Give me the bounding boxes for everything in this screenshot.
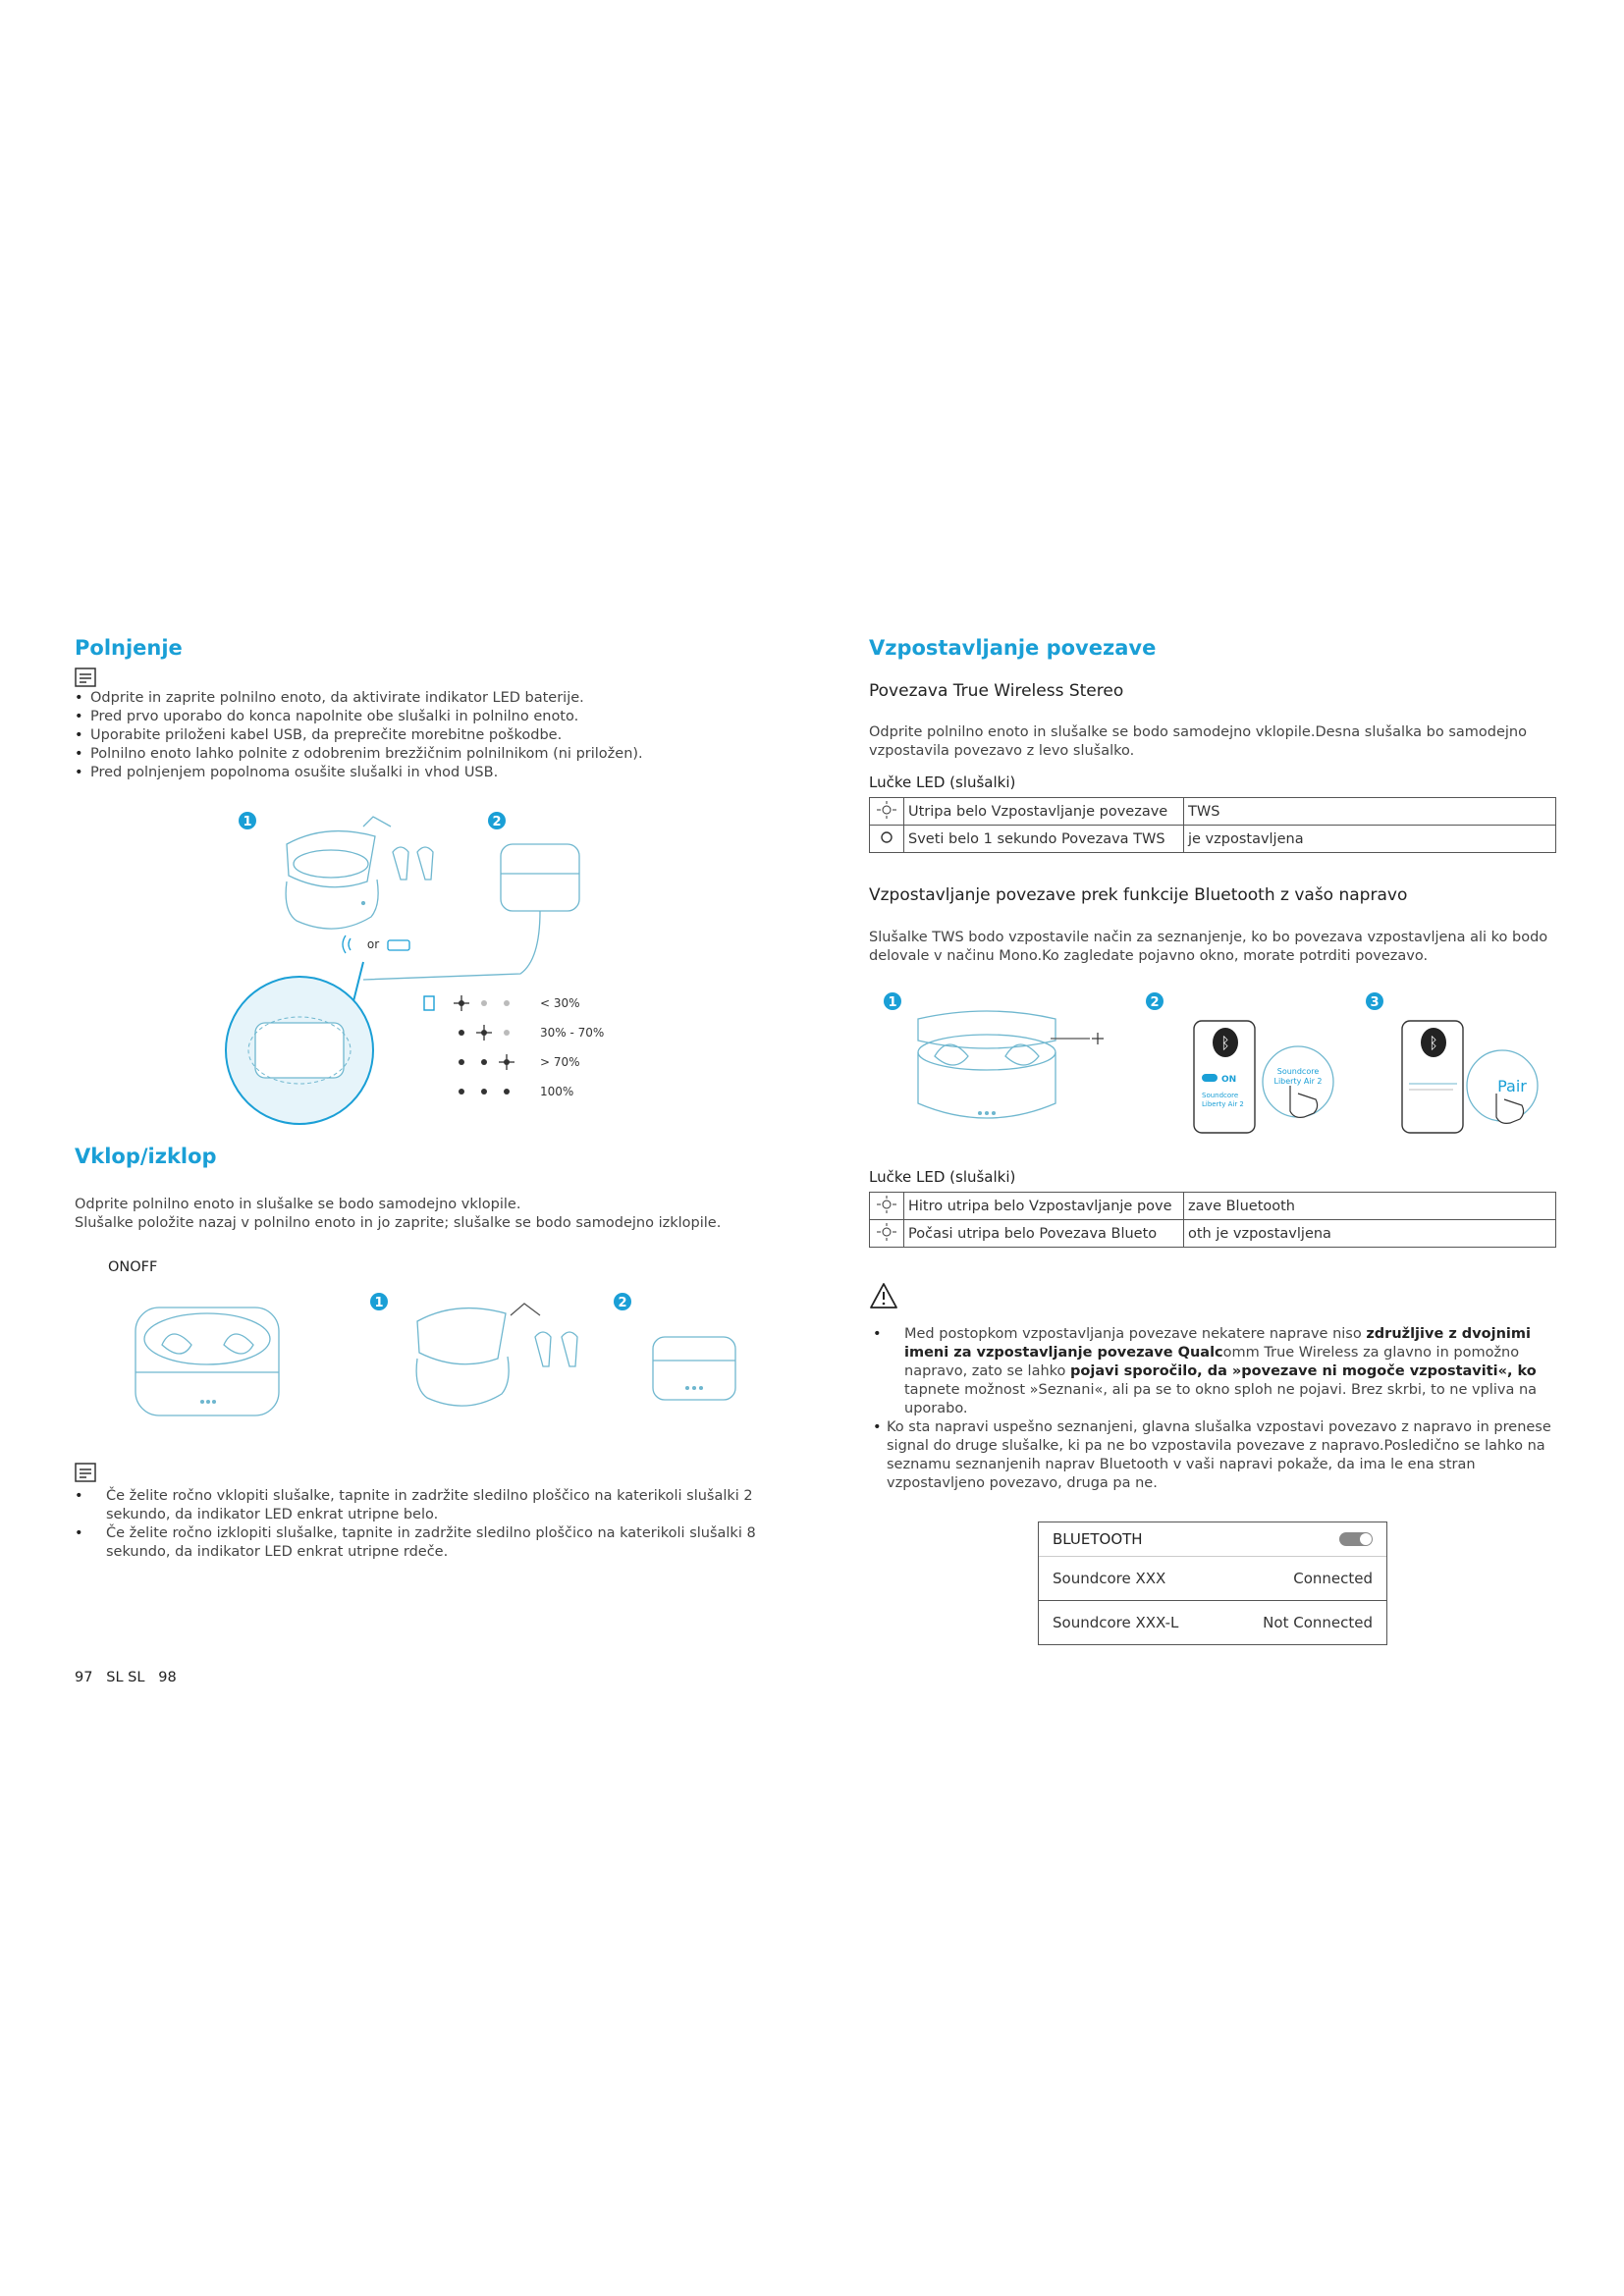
flash-led-icon — [870, 1220, 904, 1248]
flash-led-icon — [1092, 1033, 1104, 1044]
device-status: Connected — [1293, 1570, 1373, 1587]
list-item: • Uporabite priloženi kabel USB, da preprečite morebitne poškodbe. — [71, 726, 758, 745]
bluetooth-settings-panel — [1038, 1522, 1387, 1645]
table-cell: Sveti belo 1 sekundo Povezava TWS — [904, 826, 1184, 853]
flash-led-icon — [870, 798, 904, 826]
svg-text:30% - 70%: 30% - 70% — [540, 1026, 605, 1040]
svg-text:1: 1 — [888, 995, 897, 1010]
bluetooth-para: Slušalke TWS bodo vzpostavile način za seznanjenje, ko bo povezava vzpostavljena ali ko bodo delovale v načinu Mono.Ko zagledate pojavno okno, morate potrditi povezavo. — [869, 930, 1548, 964]
bluetooth-header — [1039, 1522, 1386, 1557]
table-cell: Počasi utripa belo Povezava Blueto — [904, 1220, 1184, 1248]
note-icon — [75, 667, 96, 687]
phone-bluetooth-on — [1194, 1021, 1333, 1133]
battery-indicator-closeup — [226, 962, 373, 1124]
svg-text:1: 1 — [374, 1296, 384, 1310]
battery-level-legend — [424, 995, 604, 1098]
table-cell: zave Bluetooth — [1184, 1193, 1556, 1220]
list-item: • Ko sta napravi uspešno seznanjeni, glavna slušalka vzpostavi povezavo z napravo in prenese signal do druge slušalke, ki pa ne bo vzpostavila povezave z napravo.Posledično se lahko na seznamu seznanjenih naprav Bluetooth v vaši napravi pokaže, da ima le ena stran vzpostavljeno povezavo, druga pa ne. — [869, 1418, 1561, 1493]
list-item: • Odprite in zaprite polnilno enoto, da aktivirate indikator LED baterije. — [71, 689, 758, 708]
table-row — [870, 1220, 1556, 1248]
bluetooth-led-table — [869, 1192, 1556, 1248]
tws-heading: Povezava True Wireless Stereo — [869, 681, 1124, 701]
step-1-badge — [370, 1293, 388, 1310]
svg-text:100%: 100% — [540, 1085, 574, 1098]
charging-title: Polnjenje — [75, 636, 183, 660]
svg-text:2: 2 — [492, 815, 502, 829]
bluetooth-toggle[interactable] — [1339, 1532, 1373, 1546]
case-with-earbuds-drawing — [135, 1308, 279, 1415]
svg-text:Pair: Pair — [1497, 1077, 1527, 1095]
case-with-earbuds-drawing — [918, 1011, 1090, 1118]
note-icon — [75, 1463, 96, 1482]
device-name: Soundcore XXX-L — [1053, 1614, 1179, 1631]
list-item: • Pred prvo uporabo do konca napolnite obe slušalki in polnilno enoto. — [71, 708, 758, 726]
power-title: Vklop/izklop — [75, 1145, 217, 1168]
onoff-label: ONOFF — [108, 1259, 158, 1275]
table-cell: Hitro utripa belo Vzpostavljanje pove — [904, 1193, 1184, 1220]
svg-text:3: 3 — [1370, 995, 1380, 1010]
device-status: Not Connected — [1263, 1614, 1373, 1631]
connect-title: Vzpostavljanje povezave — [869, 636, 1157, 660]
table-cell: je vzpostavljena — [1184, 826, 1556, 853]
svg-text:1: 1 — [243, 815, 252, 829]
open-case-drawing — [416, 1304, 577, 1406]
svg-text:Liberty Air 2: Liberty Air 2 — [1202, 1100, 1244, 1108]
warning-icon — [869, 1282, 898, 1313]
table-cell: TWS — [1184, 798, 1556, 826]
page-footer: 97 SL SL 98 — [75, 1670, 177, 1685]
svg-text:ᛒ: ᛒ — [1220, 1034, 1230, 1052]
charging-bullets — [71, 689, 758, 782]
table-row — [870, 798, 1556, 826]
svg-text:or: or — [366, 937, 380, 951]
power-para-1: Odprite polnilno enoto in slušalke se bodo samodejno vklopile. — [75, 1197, 521, 1212]
device-name: Soundcore XXX — [1053, 1570, 1166, 1587]
tws-para: Odprite polnilno enoto in slušalke se bodo samodejno vklopile.Desna slušalka bo samodejno vzpostavila povezavo z levo slušalko. — [869, 724, 1527, 759]
svg-text:ᛒ: ᛒ — [1429, 1034, 1438, 1052]
open-case-drawing — [286, 817, 433, 929]
list-item: • Pred polnjenjem popolnoma osušite slušalki in vhod USB. — [71, 764, 758, 782]
svg-text:Soundcore: Soundcore — [1276, 1067, 1320, 1076]
svg-text:< 30%: < 30% — [540, 996, 580, 1010]
list-item: • Če želite ročno vklopiti slušalke, tapnite in zadržite sledilno ploščico na katerikoli slušalki 2 sekundo, da indikator LED enkrat utripne belo. — [71, 1487, 774, 1524]
step-1-badge — [884, 992, 901, 1010]
svg-text:> 70%: > 70% — [540, 1055, 580, 1069]
svg-text:Liberty Air 2: Liberty Air 2 — [1273, 1077, 1323, 1086]
step-2-badge — [488, 812, 506, 829]
step-1-badge — [239, 812, 256, 829]
bluetooth-heading: Vzpostavljanje povezave prek funkcije Bluetooth z vašo napravo — [869, 885, 1408, 905]
svg-text:ON: ON — [1221, 1075, 1237, 1085]
tws-led-table — [869, 797, 1556, 853]
table-cell: oth je vzpostavljena — [1184, 1220, 1556, 1248]
table-cell: Utripa belo Vzpostavljanje povezave — [904, 798, 1184, 826]
phone-pair-popup — [1402, 1021, 1538, 1133]
solid-led-icon — [870, 826, 904, 853]
warning-bullets — [869, 1325, 1561, 1493]
bluetooth-led-heading: Lučke LED (slušalki) — [869, 1168, 1016, 1186]
list-item: • Polnilno enoto lahko polnite z odobrenim brezžičnim polnilnikom (ni priložen). — [71, 745, 758, 764]
power-illustration — [118, 1286, 746, 1443]
closed-case-drawing — [653, 1337, 735, 1400]
table-row — [870, 1193, 1556, 1220]
step-3-badge — [1366, 992, 1383, 1010]
svg-text:2: 2 — [1150, 995, 1160, 1010]
tws-led-heading: Lučke LED (slušalki) — [869, 774, 1016, 791]
svg-text:Soundcore: Soundcore — [1202, 1092, 1239, 1099]
svg-text:2: 2 — [618, 1296, 627, 1310]
bluetooth-device-row[interactable] — [1039, 1557, 1386, 1601]
step-2-badge — [614, 1293, 631, 1310]
flash-led-icon — [870, 1193, 904, 1220]
bluetooth-device-row[interactable] — [1039, 1601, 1386, 1644]
list-item: • Med postopkom vzpostavljanja povezave nekatere naprave niso združljive z dvojnimi imeni za vzpostavljanje povezave Qualcomm True Wireless za glavno in pomožno napravo, zato se lahko pojavi sporočilo, da »povezave ni mogoče vzpostaviti«, ko tapnete možnost »Seznani«, ali pa se to okno sploh ne pojavi. Brez skrbi, to ne vpliva na uporabo. — [869, 1325, 1561, 1418]
step-2-badge — [1146, 992, 1164, 1010]
table-row — [870, 826, 1556, 853]
power-notes — [71, 1487, 774, 1562]
bluetooth-title: BLUETOOTH — [1053, 1530, 1143, 1548]
power-para-2: Slušalke položite nazaj v polnilno enoto in jo zaprite; slušalke se bodo samodejno izklopile. — [75, 1215, 722, 1231]
charging-illustration — [216, 805, 628, 1129]
pairing-illustration — [874, 984, 1551, 1141]
list-item: • Če želite ročno izklopiti slušalke, tapnite in zadržite sledilno ploščico na katerikoli slušalki 8 sekundo, da indikator LED enkrat utripne rdeče. — [71, 1524, 774, 1562]
